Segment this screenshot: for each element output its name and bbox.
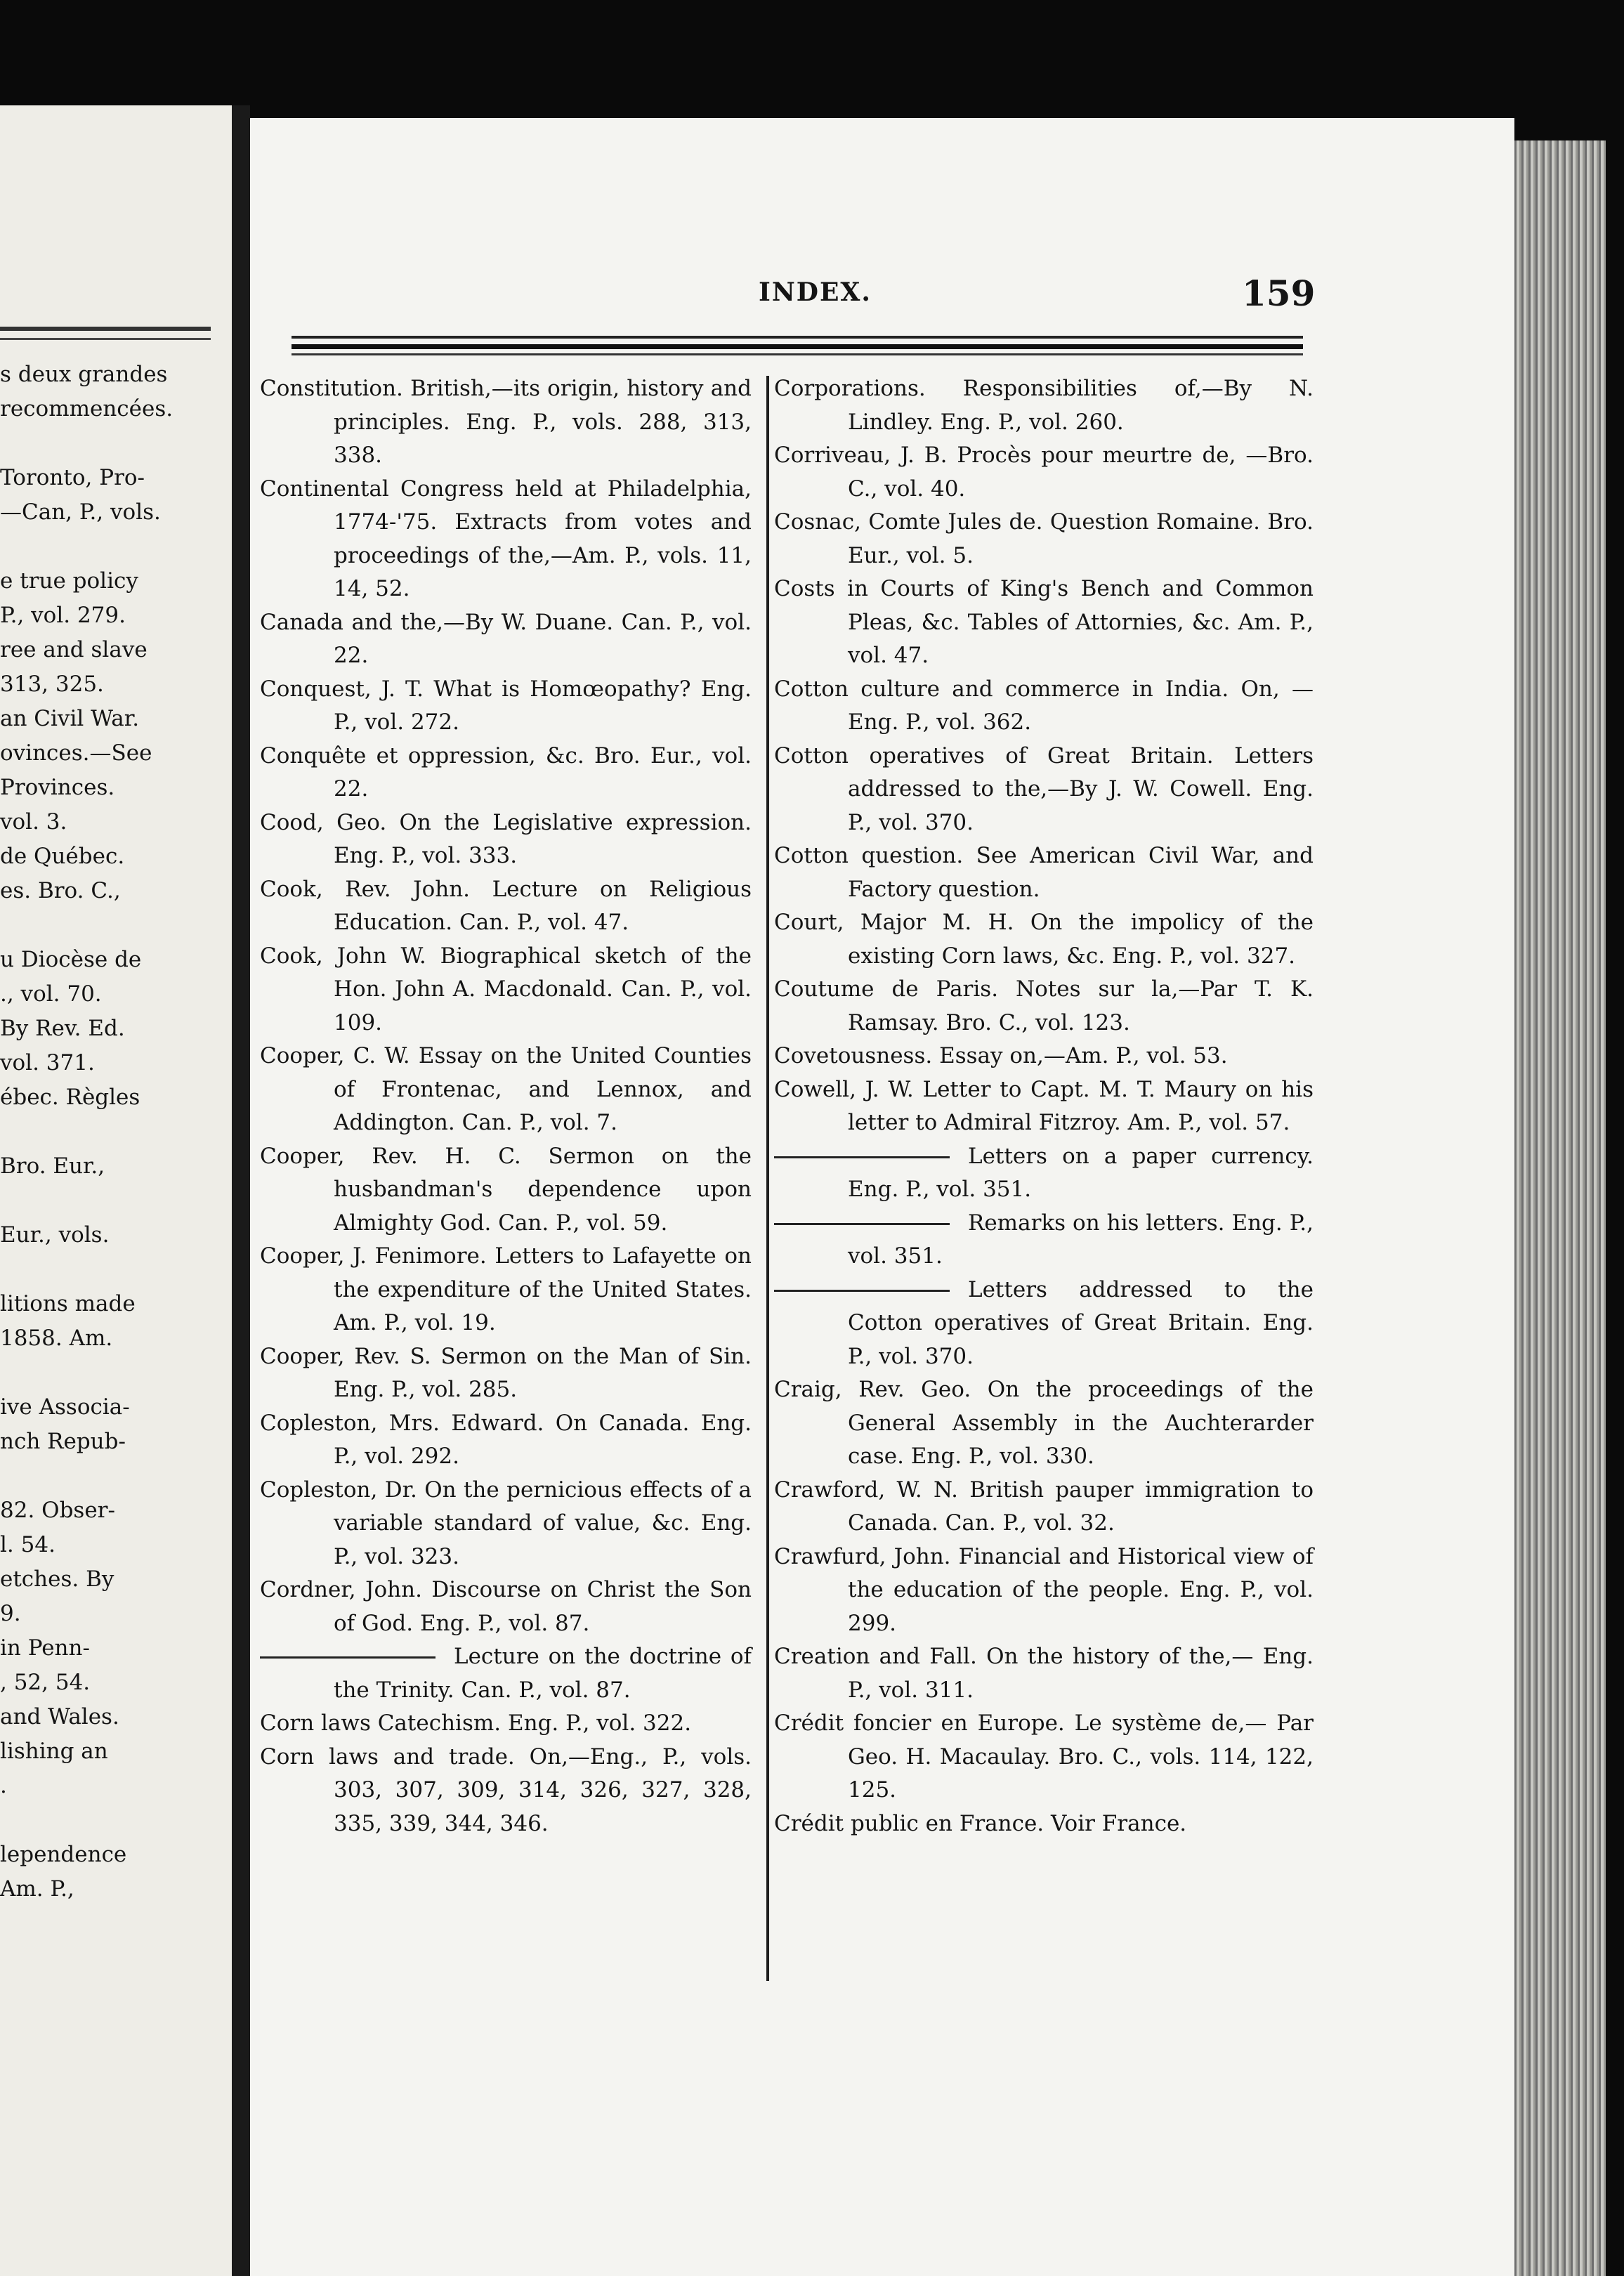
left-page-line: Provinces. [0,775,115,800]
index-entry-text: Crédit foncier en Europe. Le système de,— Par Geo. H. Macaulay. Bro. C., vols. 114, 122, 125. [774,1711,1314,1803]
left-page-line: and Wales. [0,1704,119,1729]
index-entry-text: Cotton culture and commerce in India. On, —Eng. P., vol. 362. [774,676,1314,735]
index-entry [774,1207,1314,1274]
index-entry [260,372,752,473]
index-entry-text: Cotton operatives of Great Britain. Letters addressed to the,—By J. W. Cowell. Eng. P., vol. 370. [774,743,1314,835]
left-page-line: lependence [0,1842,127,1867]
left-page-line: vol. 371. [0,1050,95,1075]
index-entry [774,1707,1314,1807]
left-page-line: l. 54. [0,1532,55,1557]
index-entry [774,506,1314,573]
index-entry [260,473,752,606]
index-entry-text: Canada and the,—By W. Duane. Can. P., vol. 22. [260,609,752,668]
index-entry-text: Cooper, J. Fenimore. Letters to Lafayette on the expenditure of the United States. Am. P., vol. 19. [260,1243,752,1335]
index-entry-text: Lecture on the doctrine of the Trinity. Can. P., vol. 87. [334,1644,752,1703]
left-page-line: u Diocèse de [0,947,142,972]
index-entry-text: Remarks on his letters. Eng. P., vol. 351. [848,1210,1314,1269]
index-entry [260,1140,752,1241]
header-rule-thin [292,353,1303,355]
ditto-dash [260,1656,436,1659]
left-page-line: Am. P., [0,1876,74,1902]
index-column-right [774,372,1314,1840]
left-page-line: —Can, P., vols. [0,499,161,525]
index-entry-text: Copleston, Dr. On the pernicious effects of a variable standard of value, &c. Eng. P., vol. 323. [260,1477,752,1569]
index-entry-text: Corporations. Responsibilities of,—By N. Lindley. Eng. P., vol. 260. [774,376,1314,435]
index-entry [774,1274,1314,1374]
column-divider [766,376,769,1981]
index-entry [774,1140,1314,1207]
index-entry [774,1073,1314,1140]
index-entry-text: Cook, John W. Biographical sketch of the Hon. John A. Macdonald. Can. P., vol. 109. [260,943,752,1035]
left-page-line: ree and slave [0,637,148,662]
left-page-line: By Rev. Ed. [0,1016,125,1041]
index-entry-text: Cook, Rev. John. Lecture on Religious Education. Can. P., vol. 47. [260,876,752,935]
index-entry-text: Cooper, Rev. H. C. Sermon on the husbandman's dependence upon Almighty God. Can. P., vol. 59. [260,1143,752,1236]
index-entry-text: Crédit public en France. Voir France. [774,1810,1187,1836]
left-page-line: an Civil War. [0,706,140,731]
left-page-line: litions made [0,1291,136,1316]
left-page-line: ive Associa- [0,1394,130,1420]
index-entry [774,906,1314,973]
index-entry-text: Cotton question. See American Civil War, and Factory question. [774,843,1314,902]
left-page-line: vol. 3. [0,809,67,835]
ditto-dash [774,1156,950,1158]
index-entry-text: Copleston, Mrs. Edward. On Canada. Eng. P., vol. 292. [260,1410,752,1469]
left-page-line: etches. By [0,1567,114,1592]
index-entry-text: Crawfurd, John. Financial and Historical view of the education of the people. Eng. P., vol. 299. [774,1543,1314,1636]
left-page-line: ., vol. 70. [0,981,102,1007]
index-entry-text: Corn laws and trade. On,—Eng., P., vols. 303, 307, 309, 314, 326, 327, 328, 335, 339, 344, 346. [260,1744,752,1836]
left-page-line: es. Bro. C., [0,878,121,903]
left-page-line: e true policy [0,568,138,594]
index-entry [260,1040,752,1140]
index-entry-text: Cooper, C. W. Essay on the United Counties of Frontenac, and Lennox, and Addington. Can. P., vol. 7. [260,1043,752,1135]
header-rule-thick [292,344,1303,349]
index-column-left [260,372,752,1840]
index-entry-text: Costs in Courts of King's Bench and Common Pleas, &c. Tables of Attornies, &c. Am. P., vol. 47. [774,576,1314,668]
index-entry-text: Conquest, J. T. What is Homœopathy? Eng. P., vol. 272. [260,676,752,735]
index-entry [774,439,1314,506]
index-entry-text: Court, Major M. H. On the impolicy of the existing Corn laws, &c. Eng. P., vol. 327. [774,910,1314,969]
index-entry [260,1474,752,1574]
index-entry [260,1640,752,1707]
left-page-line: 9. [0,1601,21,1626]
index-entry [774,372,1314,439]
left-page-line: ébec. Règles [0,1085,140,1110]
index-entry [774,1040,1314,1073]
left-page-line: Toronto, Pro- [0,465,145,490]
index-entry-text: Constitution. British,—its origin, history and principles. Eng. P., vols. 288, 313, 338. [260,376,752,468]
left-page-line: 1858. Am. [0,1326,113,1351]
index-entry-text: Cood, Geo. On the Legislative expression. Eng. P., vol. 333. [260,809,752,868]
index-entry [774,839,1314,906]
left-page-line: ovinces.—See [0,740,152,766]
left-page-line: P., vol. 279. [0,603,126,628]
index-entry-text: Cordner, John. Discourse on Christ the Son of God. Eng. P., vol. 87. [260,1577,752,1636]
left-page-edge [0,105,232,2276]
index-entry [774,740,1314,840]
header-rule [292,336,1303,339]
index-entry-text: Cosnac, Comte Jules de. Question Romaine. Bro. Eur., vol. 5. [774,509,1314,568]
index-entry [774,1807,1314,1841]
left-page-line: Bro. Eur., [0,1153,105,1179]
index-entry-text: Coutume de Paris. Notes sur la,—Par T. K. Ramsay. Bro. C., vol. 123. [774,976,1314,1035]
index-entry [260,1574,752,1640]
index-entry-text: Letters on a paper currency. Eng. P., vol. 351. [848,1143,1314,1202]
index-entry [260,740,752,806]
index-entry-text: Cooper, Rev. S. Sermon on the Man of Sin. Eng. P., vol. 285. [260,1343,752,1402]
index-entry [260,1340,752,1407]
page-header: INDEX. [759,277,872,307]
book-spine [232,105,250,2276]
left-page-line: recommencées. [0,396,173,421]
left-page-line: nch Repub- [0,1429,126,1454]
index-entry [260,873,752,940]
index-entry [260,1741,752,1841]
left-page-line: de Québec. [0,844,125,869]
index-entry-text: Letters addressed to the Cotton operatives of Great Britain. Eng. P., vol. 370. [848,1276,1314,1369]
page-stack-edge [1514,140,1606,2276]
ditto-dash [774,1223,950,1225]
index-entry-text: Cowell, J. W. Letter to Capt. M. T. Maury on his letter to Admiral Fitzroy. Am. P., vol. 57. [774,1076,1314,1135]
left-page-rule [0,327,211,331]
index-entry-text: Corriveau, J. B. Procès pour meurtre de, —Bro. C., vol. 40. [774,443,1314,502]
index-entry [774,1474,1314,1541]
index-entry-text: Corn laws Catechism. Eng. P., vol. 322. [260,1711,692,1736]
left-page-line: 313, 325. [0,672,104,697]
left-page-rule-2 [0,338,211,340]
index-entry [260,1707,752,1741]
index-entry [774,1640,1314,1707]
index-entry-text: Covetousness. Essay on,—Am. P., vol. 53. [774,1043,1228,1068]
index-entry [260,1407,752,1474]
index-entry [774,1373,1314,1474]
left-page-line: 82. Obser- [0,1498,115,1523]
index-entry-text: Creation and Fall. On the history of the,— Eng. P., vol. 311. [774,1644,1314,1703]
left-page-line: , 52, 54. [0,1670,91,1695]
page-number: 159 [1242,273,1316,314]
left-page-line: s deux grandes [0,362,168,387]
index-entry [774,973,1314,1040]
ditto-dash [774,1290,950,1292]
index-entry-text: Craig, Rev. Geo. On the proceedings of the General Assembly in the Auchterarder case. Eng. P., vol. 330. [774,1377,1314,1469]
left-page-line: in Penn- [0,1635,90,1661]
index-entry [774,673,1314,740]
index-entry-text: Conquête et oppression, &c. Bro. Eur., vol. 22. [260,743,752,802]
index-entry-text: Crawford, W. N. British pauper immigration to Canada. Can. P., vol. 32. [774,1477,1314,1536]
index-entry [260,806,752,873]
index-entry [260,673,752,740]
index-entry [260,1240,752,1340]
index-entry [774,573,1314,673]
left-page-line: Eur., vols. [0,1222,110,1248]
index-entry [260,606,752,673]
index-entry [774,1541,1314,1641]
index-entry-text: Continental Congress held at Philadelphia, 1774-'75. Extracts from votes and proceedings of the,—Am. P., vols. 11, 14, 52. [260,476,752,601]
index-entry [260,940,752,1040]
left-page-line: lishing an [0,1739,108,1764]
left-page-line: . [0,1773,7,1798]
